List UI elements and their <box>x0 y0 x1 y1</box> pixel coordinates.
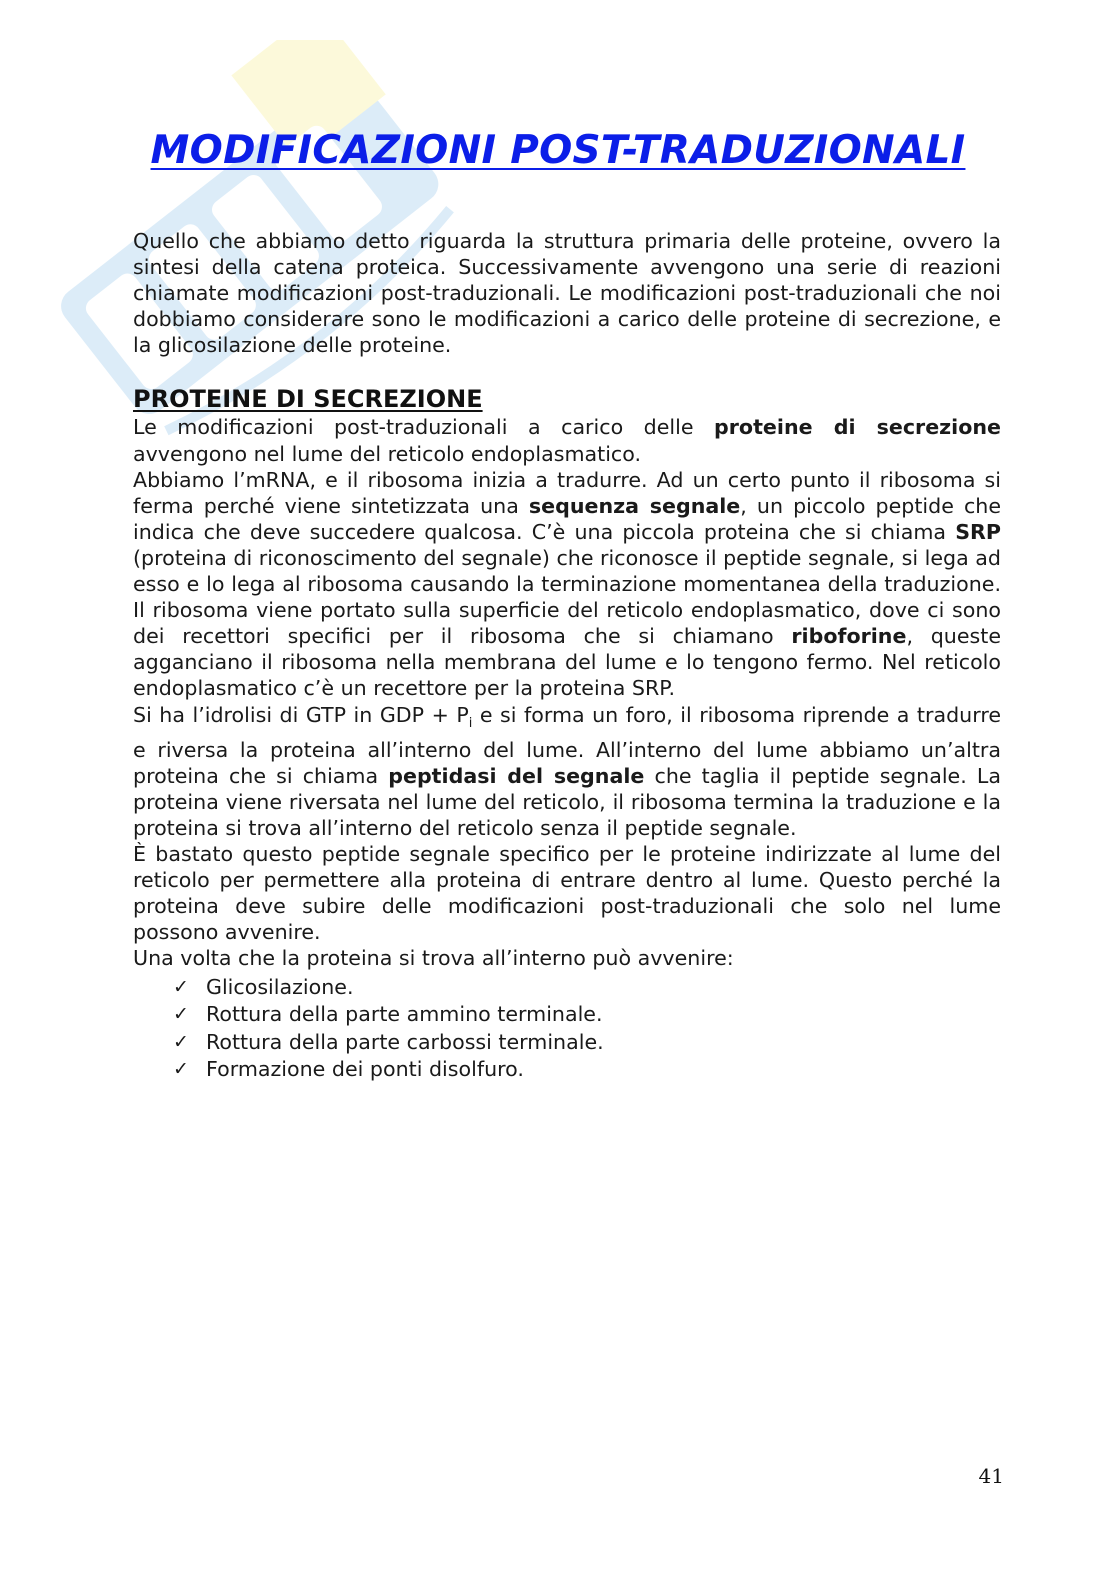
bold-term: riboforine <box>791 624 907 649</box>
paragraph-2: Abbiamo l’mRNA, e il ribosoma inizia a tradurre. Ad un certo punto il ribosoma si ferma perché viene sintetizzata una sequenza segnale, un piccolo peptide che indica che deve succedere qualcosa. C’è una piccola proteina che si chiama SRP (proteina di riconoscimento del segnale) che riconosce il peptide segnale, si lega ad esso e lo lega al ribosoma causando la terminazione momentanea della traduzione. Il ribosoma viene portato sulla superficie del reticolo endoplasmatico, dove ci sono dei recettori specifici per il ribosoma che si chiamano riboforine, queste agganciano il ribosoma nella membrana del lume e lo tengono fermo. Nel reticolo endoplasmatico c’è un recettore per la proteina SRP. <box>133 467 1001 701</box>
paragraph-4: È bastato questo peptide segnale specifico per le proteine indirizzate al lume del reticolo per permettere alla proteina di entrare dentro al lume. Questo perché la proteina deve subire delle modificazioni post-traduzionali che solo nel lume possono avvenire. <box>133 842 1001 945</box>
list-item: ✓ Rottura della parte ammino terminale. <box>173 1001 1001 1029</box>
check-icon: ✓ <box>173 1058 189 1081</box>
check-icon: ✓ <box>173 975 189 998</box>
intro-paragraph: Quello che abbiamo detto riguarda la struttura primaria delle proteine, ovvero la sintesi della catena proteica. Successivamente avvengono una serie di reazioni chiamate modificazioni post-traduzionali. Le modificazioni post-traduzionali che noi dobbiamo considerare sono le modificazioni a carico delle proteine di secrezione, e la glicosilazione delle proteine. <box>133 229 1001 358</box>
subscript: i <box>468 715 473 731</box>
list-item: ✓ Glicosilazione. <box>173 974 1001 1002</box>
check-icon: ✓ <box>173 1030 189 1053</box>
page-title: MODIFICAZIONI POST-TRADUZIONALI <box>150 128 966 173</box>
bold-term: SRP <box>955 519 1001 544</box>
paragraph-5: Una volta che la proteina si trova all’interno può avvenire: <box>133 946 734 971</box>
check-list <box>133 974 1001 1084</box>
document-body <box>133 228 1001 1084</box>
list-item: ✓ Formazione dei ponti disolfuro. <box>173 1056 1001 1084</box>
check-icon: ✓ <box>173 1003 189 1026</box>
bold-term: peptidasi del segnale <box>388 763 645 788</box>
list-item: ✓ Rottura della parte carbossi terminale. <box>173 1029 1001 1057</box>
page-number: 41 <box>978 1464 1004 1488</box>
paragraph-3: Si ha l’idrolisi di GTP in GDP + $P_i$ e si forma un foro, il ribosoma riprende a tradurre e riversa la proteina all’interno del lume. All’interno del lume abbiamo un’altra proteina che si chiama peptidasi del segnale che taglia il peptide segnale. La proteina viene riversata nel lume del reticolo, il ribosoma termina la traduzione e la proteina si trova all’interno del reticolo senza il peptide segnale. <box>133 702 1002 840</box>
paragraph-1: Le modificazioni post-traduzionali a carico delle proteine di secrezione avvengono nel lume del reticolo endoplasmatico. <box>133 415 1002 466</box>
bold-term: proteine di secrezione <box>714 415 1002 440</box>
bold-term: sequenza segnale <box>528 493 741 518</box>
section-heading: PROTEINE DI SECREZIONE <box>133 385 483 414</box>
